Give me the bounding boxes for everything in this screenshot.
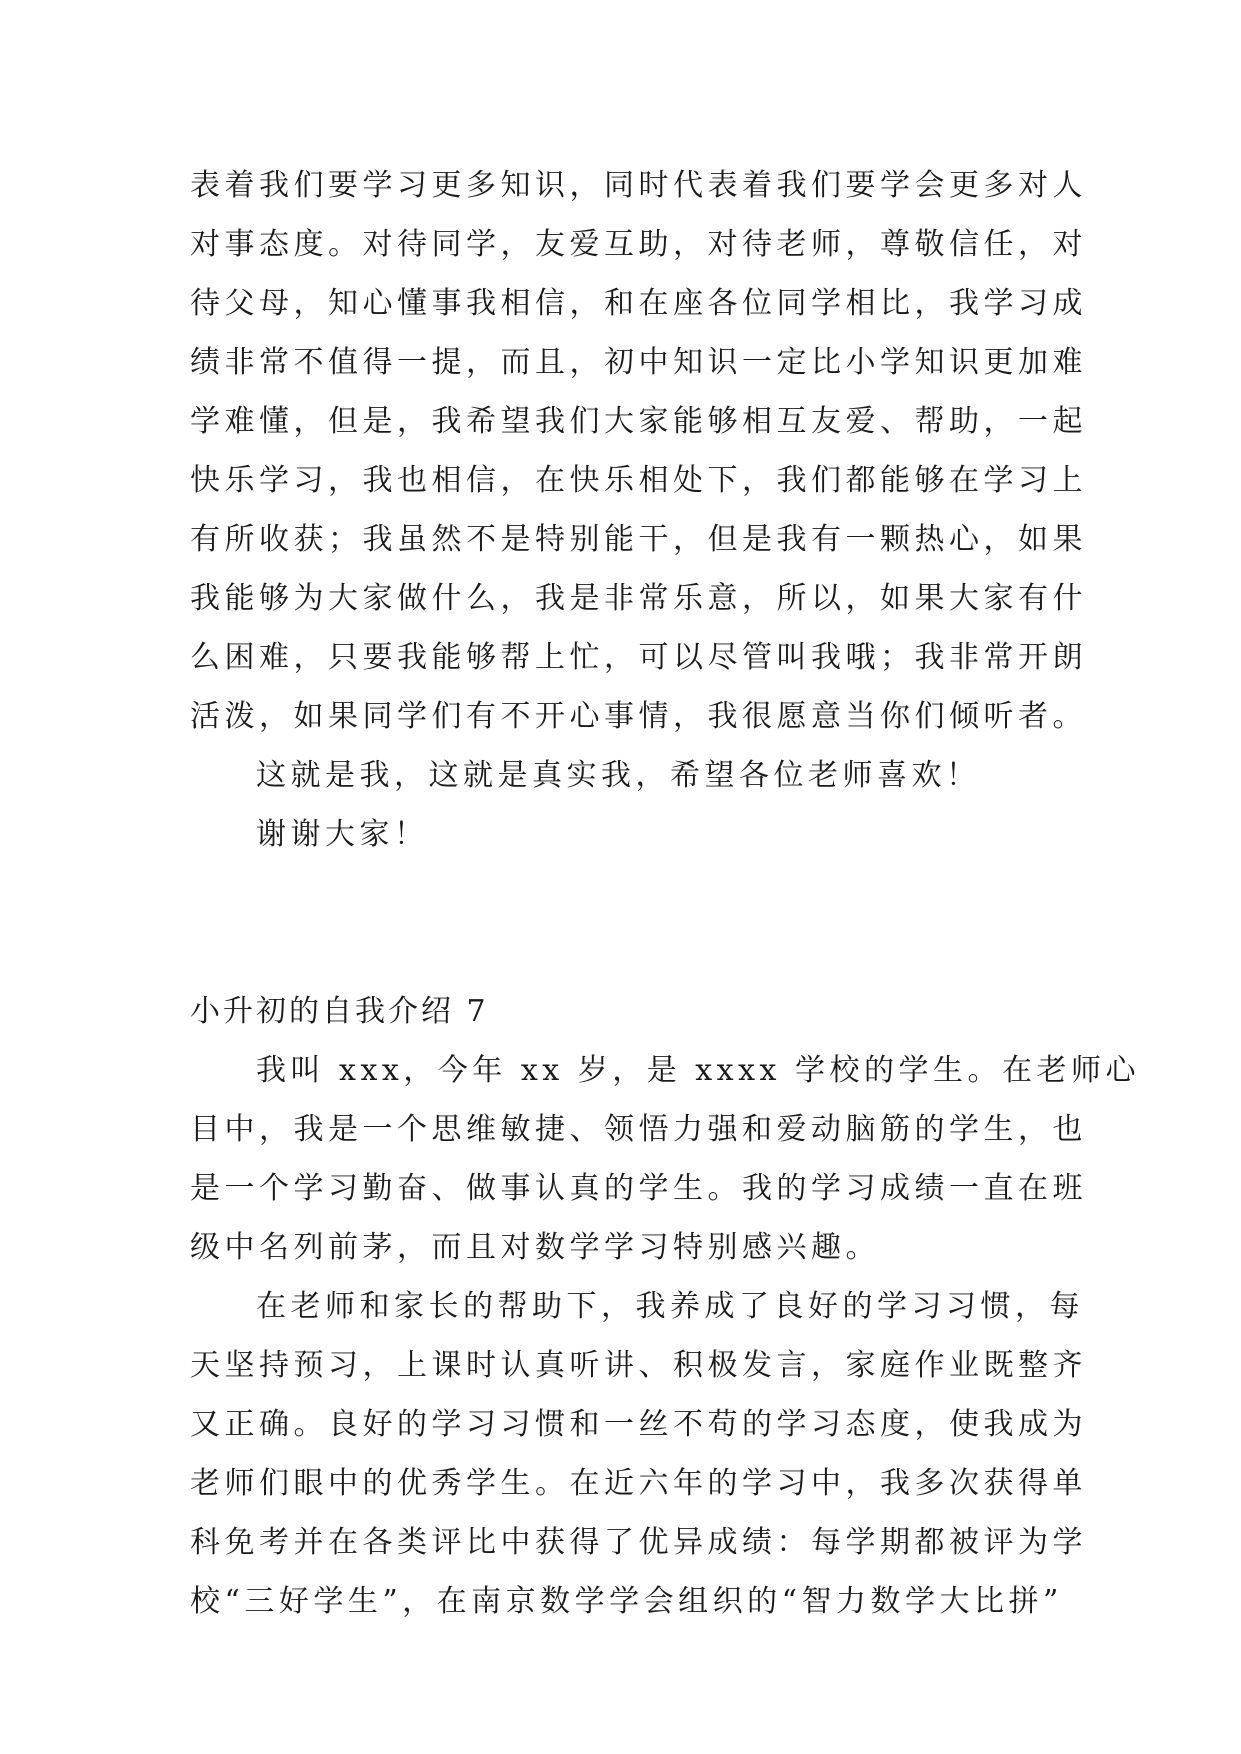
text-line: 是一个学习勤奋、做事认真的学生。我的学习成绩一直在班 [190, 1171, 1087, 1206]
thanks-line: 谢谢大家！ [256, 817, 429, 852]
text-line: 老师们眼中的优秀学生。在近六年的学习中，我多次获得单 [190, 1466, 1087, 1501]
text-line: 么困难，只要我能够帮上忙，可以尽管叫我哦；我非常开朗 [190, 640, 1087, 675]
text-line: 目中，我是一个思维敏捷、领悟力强和爱动脑筋的学生，也 [190, 1112, 1087, 1147]
closing-line: 这就是我，这就是真实我，希望各位老师喜欢！ [256, 758, 981, 793]
paragraph-habits [190, 1277, 1087, 1631]
text-line: 我叫 xxx，今年 xx 岁，是 xxxx 学校的学生。在老师心 [256, 1053, 1140, 1088]
paragraph-continued [190, 156, 1087, 746]
text-line: 快乐学习，我也相信，在快乐相处下，我们都能够在学习上 [190, 463, 1087, 498]
text-line: 待父母，知心懂事我相信，和在座各位同学相比，我学习成 [190, 286, 1087, 321]
text-line: 表着我们要学习更多知识，同时代表着我们要学会更多对人 [190, 168, 1087, 203]
text-line: 在老师和家长的帮助下，我养成了良好的学习习惯，每 [256, 1289, 1084, 1324]
section-gap [190, 864, 1070, 982]
section-heading: 小升初的自我介绍 7 [190, 994, 489, 1029]
text-line: 有所收获；我虽然不是特别能干，但是我有一颗热心，如果 [190, 522, 1087, 557]
text-line: 级中名列前茅，而且对数学学习特别感兴趣。 [190, 1230, 880, 1265]
text-line: 天坚持预习，上课时认真听讲、积极发言，家庭作业既整齐 [190, 1348, 1087, 1383]
text-line: 又正确。良好的学习习惯和一丝不苟的学习态度，使我成为 [190, 1407, 1087, 1442]
text-line: 活泼，如果同学们有不开心事情，我很愿意当你们倾听者。 [190, 699, 1087, 734]
paragraph-intro [190, 1041, 1140, 1277]
text-line: 我能够为大家做什么，我是非常乐意，所以，如果大家有什 [190, 581, 1087, 616]
text-line: 科免考并在各类评比中获得了优异成绩：每学期都被评为学 [190, 1525, 1087, 1560]
text-line: 校“三好学生”，在南京数学学会组织的“智力数学大比拼” [190, 1584, 1063, 1619]
text-line: 学难懂，但是，我希望我们大家能够相互友爱、帮助，一起 [190, 404, 1087, 439]
text-line: 绩非常不值得一提，而且，初中知识一定比小学知识更加难 [190, 345, 1087, 380]
document-body [190, 156, 1140, 1631]
text-line: 对事态度。对待同学，友爱互助，对待老师，尊敬信任，对 [190, 227, 1087, 262]
